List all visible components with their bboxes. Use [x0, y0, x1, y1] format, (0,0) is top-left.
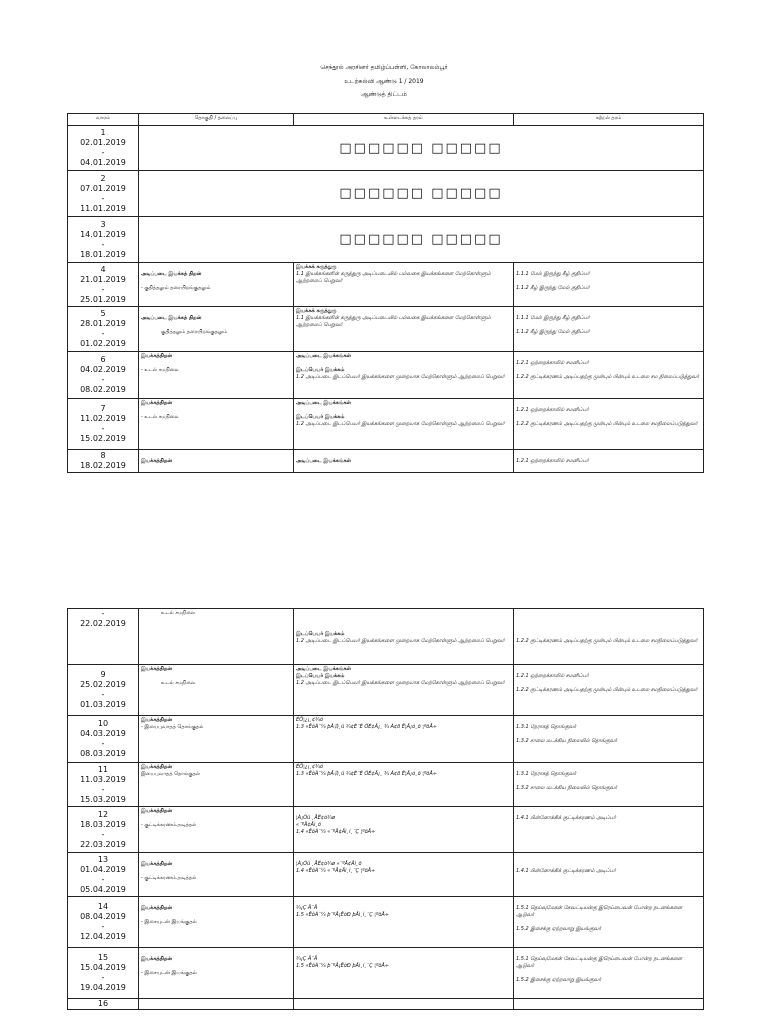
content-cell: ¾¡Ç Ä¨Â 1.5 «ÊôÀ¨¼ þ¨ºÂ¡ÊòÐ þÂì¸í¸¨Ç ¦ºöÅ÷ [294, 897, 514, 948]
week-cell: 11 11.03.2019 - 15.03.2019 [68, 763, 139, 807]
week-cell: 8 18.02.2019 [68, 450, 139, 473]
learning-cell: 1.2.2 குட்டிக்கரணம் அடிப்பதற்கு முன்பும் பின்பும் உடலை சமநிலைப்படுத்துவர் [514, 609, 704, 665]
school-title: செந்தூல் அரசினர் தமிழ்ப்பள்ளி, கோலாலம்பூர் [320, 64, 448, 71]
week-cell: 3 14.01.2019 - 18.01.2019 [68, 217, 139, 263]
table-row [68, 999, 704, 1010]
topic-cell: இயக்கத்திறன் - இசையுடன் இயங்குதல் [139, 897, 294, 948]
topic-cell: அடிப்படை இயக்கத் திறன் குதித்தலும் தரையிறங்குதலும் [139, 307, 294, 352]
content-cell: அடிப்படை இயக்கங்கள் [294, 450, 514, 473]
learning-cell [514, 999, 704, 1010]
plan-table-page-1 [67, 113, 704, 473]
table-row [68, 126, 704, 171]
learning-cell: 1.1.1 மேல் இருந்து கீழ் குதிப்பர் 1.1.2 கீழ் இருந்து மேல் குதிப்பர் [514, 263, 704, 307]
table-row [68, 217, 704, 263]
week-cell: 16 [68, 999, 139, 1010]
holiday-cell: □□□□□□ □□□□□ [139, 217, 704, 263]
content-cell: ¦À¡Õû ¸ÅÉ¢ò¾ø «¨ºÅ¢Âì¸õ 1.4 «ÊôÀ¨¼ «¨ºÅ¢Âì¸í¸¨Ç ¦ºöÅ÷ [294, 807, 514, 853]
table-header-row [68, 114, 704, 126]
topic-cell: இயக்கத்திறன் - குட்டிக்கரணம்அடித்தல் [139, 807, 294, 853]
plan-table-page-2 [67, 608, 704, 1010]
topic-cell: இயக்கத்திறன் - குட்டிக்கரணம்அடித்தல் [139, 853, 294, 897]
week-cell: 12 18.03.2019 - 22.03.2019 [68, 807, 139, 853]
table-row [68, 763, 704, 807]
holiday-cell: □□□□□□ □□□□□ [139, 126, 704, 171]
learning-cell: 1.2.1 ஒற்றைக்காலில் சமனிப்பர் 1.2.2 குட்டிக்கரணம் அடிப்பதற்கு முன்பும் பின்பும் உடலை சமநிலைப்படுத்துவர் [514, 399, 704, 450]
topic-cell: இயக்கத்திறன் இயைபுவாதத் தொங்குதல் [139, 763, 294, 807]
learning-cell: 1.3.1 நேராகத் தொங்குவர் 1.3.2 சாலை மடக்கிய நிலையில் தொங்குவர் [514, 716, 704, 763]
learning-cell: 1.5.1 தெய்வுமேகன் கேவட்டியன்கு இரெய்பைவன் போன்ற நடனங்களை ஆடுவர் 1.5.2 இசைக்கு ஏற்றவாறு இயங்குவர் [514, 948, 704, 999]
col-topic: தொகுதி / தலைப்பு [139, 114, 294, 126]
week-cell: 7 11.02.2019 - 15.02.2019 [68, 399, 139, 450]
table-row [68, 807, 704, 853]
topic-cell: இயக்கத்திறன் - உடல் சமநிலை [139, 352, 294, 399]
plan-title: ஆண்டுத் திட்டம் [361, 91, 407, 98]
learning-cell: 1.4.1 பின்னோக்கிக் குட்டிக்கரணம் அடிப்பர் [514, 807, 704, 853]
content-cell [294, 999, 514, 1010]
week-cell: 6 04.02.2019 - 08.02.2019 [68, 352, 139, 399]
content-cell: இடப்பெயர் இயக்கம் 1.2 அடிப்படை இடப்பெயர் இயக்கங்களை முறையாக மேற்கொள்ளும் ஆற்றலைப் பெறுவர் [294, 609, 514, 665]
topic-cell: இயக்கத்திறன் - உடல் சமநிலை [139, 399, 294, 450]
week-cell: 15 15.04.2019 - 19.04.2019 [68, 948, 139, 999]
content-cell: இயக்கக் கருத்துரு 1.1 இயக்கங்களின் கருத்துரு அடிப்படையில் பல்வகை இயக்கங்களை மேற்கொள்ளும் ஆற்றலைப் பெறுவர் [294, 307, 514, 352]
content-cell: இயக்கக் கருத்துரு 1.1 இயக்கங்களின் கருத்துரு அடிப்படையில் பல்வகை இயக்கங்களை மேற்கொள்ளும் ஆற்றலைப் பெறுவர் [294, 263, 514, 307]
learning-cell: 1.2.1 ஒற்றைக்காலில் சமனிப்பர் 1.2.2 குட்டிக்கரணம் அடிப்பதற்கு முன்பும் பின்பும் உடலை சமநிலைப்படுத்துவர் [514, 665, 704, 716]
content-cell: ÉÖ¦¿¡¸¢¾ó 1.3 «ÊôÀ¨¼ þÂ츢¸û ¾¢È¨É ÓÈ¢Â¡¸ ¾ Á¢ð Ê¦Â¡ó¸õ ¦ºöÅ÷ [294, 763, 514, 807]
table-row [68, 399, 704, 450]
table-row [68, 352, 704, 399]
table-row [68, 897, 704, 948]
week-cell: - 22.02.2019 [68, 609, 139, 665]
holiday-cell: □□□□□□ □□□□□ [139, 171, 704, 217]
week-cell: 13 01.04.2019 - 05.04.2019 [68, 853, 139, 897]
week-cell: 10 04.03.2019 - 08.03.2019 [68, 716, 139, 763]
table-row [68, 665, 704, 716]
week-cell: 1 02.01.2019 - 04.01.2019 [68, 126, 139, 171]
table-row [68, 450, 704, 473]
content-cell: ¾¡Ç Ä¨Â 1.5 «ÊôÀ¨¼ þ¨ºÂ¡ÊòÐ þÂì¸í¸¨Ç ¦ºöÅ÷ [294, 948, 514, 999]
learning-cell: 1.2.1 ஒற்றைக்காலில் சமனிப்பர் [514, 450, 704, 473]
learning-cell: 1.4.1 பின்னோக்கிக் குட்டிக்கரணம் அடிப்பர் [514, 853, 704, 897]
topic-cell: அடிப்படை இயக்கத் திறன் - குதித்தலும் தரையிறங்குதலும் [139, 263, 294, 307]
week-cell: 5 28.01.2019 - 01.02.2019 [68, 307, 139, 352]
topic-cell: இயக்கத்திறன் உடல் சமநிலை [139, 665, 294, 716]
topic-cell [139, 999, 294, 1010]
col-content-standard: உள்ளடக்கத் தரம் [294, 114, 514, 126]
table-row [68, 263, 704, 307]
table-row [68, 948, 704, 999]
topic-cell: உடல் சமநிலை [139, 609, 294, 665]
col-week: வாரம் [68, 114, 139, 126]
learning-cell: 1.5.1 தெய்வுமேகன் கேவட்டியன்கு இரெய்பைவன் போன்ற நடனங்களை ஆடுவர் 1.5.2 இசைக்கு ஏற்றவாறு இயங்குவர் [514, 897, 704, 948]
learning-cell: 1.3.1 நேராகத் தொங்குவர் 1.3.2 சாலை மடக்கிய நிலையில் தொங்குவர் [514, 763, 704, 807]
learning-cell: 1.2.1 ஒற்றைக்காலில் சமனிப்பர் 1.2.2 குட்டிக்கரணம் அடிப்பதற்கு முன்பும் பின்பும் உடலை சம நிலைப்படுத்துவர் [514, 352, 704, 399]
table-row [68, 609, 704, 665]
table-row [68, 716, 704, 763]
col-learning-standard: கற்றல் தரம் [514, 114, 704, 126]
week-cell: 14 08.04.2019 - 12.04.2019 [68, 897, 139, 948]
topic-cell: இயக்கத்திறன் - இசையுடன் இயங்குதல் [139, 948, 294, 999]
table-row [68, 171, 704, 217]
learning-cell: 1.1.1 மேல் இருந்து கீழ் குதிப்பர் 1.1.2 கீழ் இருந்து மேல் குதிப்பர் [514, 307, 704, 352]
week-cell: 2 07.01.2019 - 11.01.2019 [68, 171, 139, 217]
content-cell: அடிப்படை இயக்கங்கள் இடப்பெயர் இயக்கம் 1.2 அடிப்படை இடப்பெயர் இயக்கங்களை முறையாக மேற்கொள்ளும் ஆற்றலைப் பெறுவர் [294, 399, 514, 450]
week-cell: 9 25.02.2019 - 01.03.2019 [68, 665, 139, 716]
content-cell: அடிப்படை இயக்கங்கள் இடப்பெயர் இயக்கம் 1.2 அடிப்படை இடப்பெயர் இயக்கங்களை முறையாக மேற்கொள்ளும் ஆற்றலைப் பெறுவர் [294, 665, 514, 716]
topic-cell: இயக்கத்திறன் [139, 450, 294, 473]
table-row [68, 307, 704, 352]
content-cell: ¦À¡Õû ¸ÅÉ¢ò¾ø «¨ºÅ¢Âì¸õ 1.4 «ÊôÀ¨¼ «¨ºÅ¢Âì¸í¸¨Ç ¦ºöÅ÷ [294, 853, 514, 897]
topic-cell: இயக்கத்திறன் - இயைபுவாதத் தொங்குதல் [139, 716, 294, 763]
year-line: உடற்கல்வி ஆண்டு 1 / 2019 [344, 78, 424, 85]
week-cell: 4 21.01.2019 - 25.01.2019 [68, 263, 139, 307]
table-row [68, 853, 704, 897]
content-cell: அடிப்படை இயக்கங்கள் இடப்பெயர் இயக்கம் 1.2 அடிப்படை இடப்பெயர் இயக்கங்களை முறையாக மேற்கொள்ளும் ஆற்றலைப் பெறுவர் [294, 352, 514, 399]
content-cell: ÉÖ¦¿¡¸¢¾ó 1.3 «ÊôÀ¨¼ þÂ츢¸û ¾¢È¨É ÓÈ¢Â¡¸ ¾ Á¢ð Ê¦Â¡ó¸õ ¦ºöÅ÷ [294, 716, 514, 763]
